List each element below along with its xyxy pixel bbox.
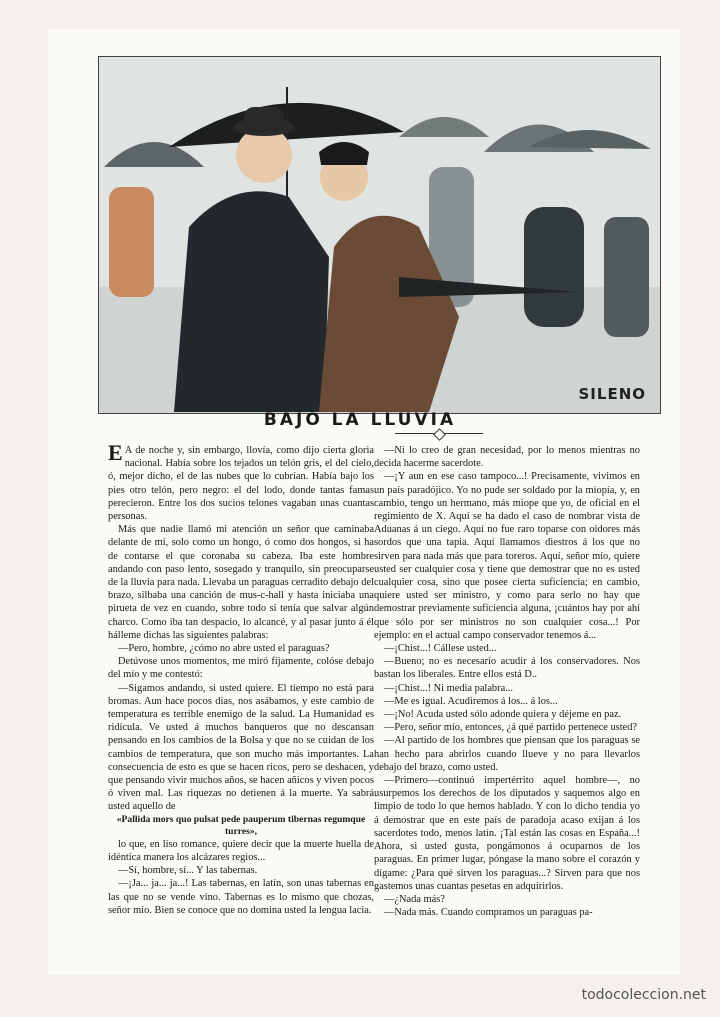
article-paragraph: —Bueno; no es necesario acudir á los conservadores. Nos bastan los liberales. Entre ellos está D.. <box>374 656 640 681</box>
article-paragraph: —¡No! Acuda usted sólo adonde quiera y déjeme en paz. <box>384 709 622 721</box>
article-paragraph: —Primero—continuó impertérrito aquel hombre—, no usurpemos los derechos de los diputados y saquemos algo en limpio de todo lo que hemos hablado. Y con lo dicho tendía yo á demostrar que en este país de paradoja acaso exijan á los sacerdotes todo, menos latín. ¡Tal están las cosas en España...! Ahora, si usted gusta, pongámonos á ocuparnos de los paraguas. En primer lugar, póngase la mano sobre el corazón y dígame: ¿Para qué sirven los paraguas...? Sirven para que nos gastemos unas cuantas pesetas en adquirirlos. <box>374 775 640 892</box>
article-paragraph: Más que nadie llamó mi atención un señor que caminaba delante de mí, solo como un hongo, ó como dos hongos, si ha de contarse el que coronaba su cabeza. Iba este hombre andando con paso lento, sosegado y tranquilo, sin preocuparse de la lluvia para nada. Llevaba un paraguas cerradito debajo del brazo, silbaba una canción de mus-c-hall y hasta iniciaba una pirueta de vez en cuando, sobre todo si tenía que salvar algún charco. Como iba tan despacio, lo alcancé, y al pasar junto á él hálleme dichas las siguientes palabras: <box>108 524 374 641</box>
article-paragraph: —Pero, hombre, ¿cómo no abre usted el paraguas? <box>118 643 330 655</box>
watermark-text: todocoleccion.net <box>581 987 706 1003</box>
illustration <box>98 56 661 414</box>
article-paragraph: —¡Chist...! Cállese usted... <box>384 643 497 655</box>
article-paragraph: —Al partido de los hombres que piensan que los paraguas se han hecho para abrirlos cuando llueve y no para llevarlos debajo del brazo, como usted. <box>374 735 640 773</box>
article-paragraph: —Nada más. Cuando compramos un paraguas pa- <box>384 907 593 919</box>
article-paragraph: —Sigamos andando, si usted quiere. El tiempo no está para bromas. Aun hace pocos días, nos asábamos, y este cambio de temperatura es terrible enemigo de la salud. La Humanidad es ridícula. Ve usted á muchos banqueros que no descansan pensando en los cambios de la Bolsa y que no se cuidan de los cambios de temperatura, que son mucho más importantes. La consecuencia de esto es que se hacen ricos, pero se deshacen, y que pensando vivir muchos años, se hacen añicos y viven pocos ó viven mal. Las riquezas no detienen á la muerte. Ya sabrá usted aquello de <box>108 682 374 813</box>
article-column-right <box>374 444 640 919</box>
article-paragraph: —¡Y aun en ese caso tampoco...! Precisamente, vivimos en un país paradójico. Yo no pude ser soldado por la miopía, y, en cambio, tengo un hermano, más miope que yo, de oficial en el regimiento de X. Aquí se ha dado el caso de nombrar vista de Aduanas á un ciego. Aquí no fue raro toparse con oidores más sordos que una tapia. Aquí llamamos diestros á los que no sirven para nada más que para toreros. Aquí, señor mío, quiere usted ser cualquier cosa y tiene que demostrar que no es usted cualquier cosa, sino que posee cierta suficiencia; en cambio, quiere usted ser ministro, y como para serlo no hay que demostrar previamente suficiencia alguna, ¡cuántos hay por ahí que sólo por ser ministros no son cualquier cosa...! Por ejemplo: en el actual campo conservador tenemos á... <box>374 471 640 641</box>
article-paragraph: —Ni lo creo de gran necesidad, por lo menos mientras no decida hacerme sacerdote. <box>374 445 640 470</box>
article-column-left <box>108 440 374 917</box>
article-paragraph: —¡Ja... ja... ja...! Las tabernas, en latín, son unas tabernas en las que no se vende vino. Tabernas es lo mismo que chozas, señor mío. Bien se conoce que no domina usted la lengua lacia. <box>108 878 374 916</box>
rain-scene-illustration <box>99 57 660 413</box>
latin-verse: «Pallida mors quo pulsat pede pauperum tibernas regumque turres», <box>116 813 366 837</box>
article-paragraph: —Me es igual. Acudiremos á los... á los... <box>384 695 558 707</box>
article-paragraph: Detúvose unos momentos, me miró fijamente, colóse debajo del mío y me contestó: <box>108 656 374 681</box>
drop-cap: E <box>108 440 123 465</box>
article-paragraph: —¿Nada más? <box>384 893 445 905</box>
article-paragraph: —¡Chist...! Ni media palabra... <box>384 682 513 694</box>
article-paragraph: —Sí, hombre, sí... Y las tabernas. <box>118 865 258 877</box>
title-ornament-rule <box>395 433 483 434</box>
article-title: BAJO LA LLUVIA <box>263 410 457 430</box>
illustrator-signature: SILENO <box>578 385 646 403</box>
paragraph-text: A de noche y, sin embargo, llovía, como dijo cierta gloria nacional. Había sobre los tejados un telón gris, el del cielo, ó, mejor dicho, el de las nubes que lo cubrían. Había bajo los pies otro telón, pero negro: el del lodo, donde tantas famas perecieron. Entre los dos sucios telones vagaban unas cuantas personas. <box>108 445 374 523</box>
article-paragraph <box>108 440 374 523</box>
article-paragraph: lo que, en liso romance, quiere decir que la muerte huella de idéntica manera los alcázares regios... <box>108 838 374 863</box>
article-paragraph: —Pero, señor mío, entonces, ¿á qué partido pertenece usted? <box>384 722 638 734</box>
